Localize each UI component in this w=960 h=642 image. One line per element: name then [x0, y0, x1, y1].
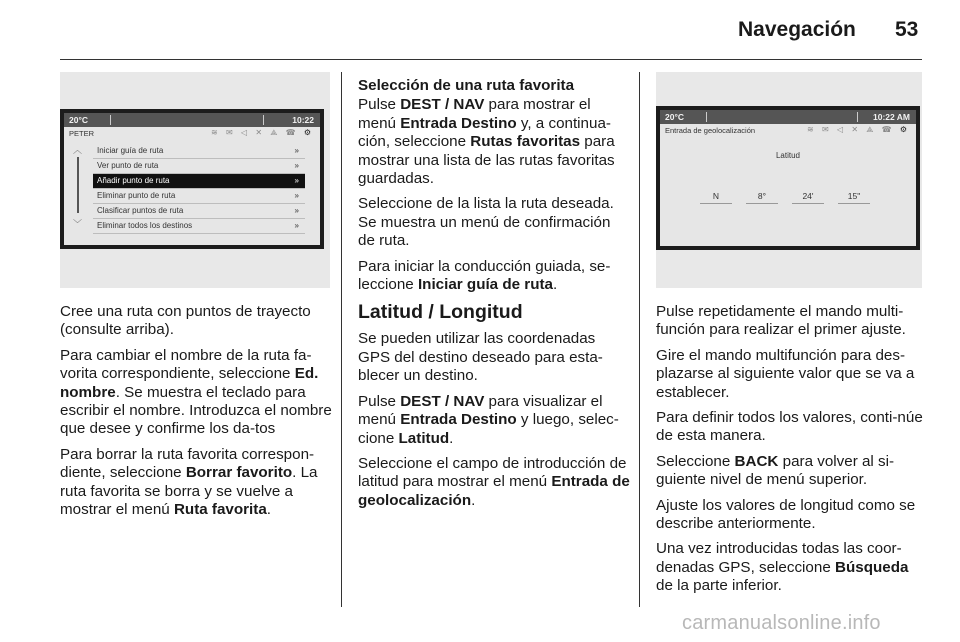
mute-icon: ✕: [851, 125, 862, 134]
watermark: carmanualsonline.info: [682, 612, 881, 634]
screen-title: PETER: [69, 129, 95, 138]
signal-icon: ≋: [211, 128, 221, 137]
column-3: [656, 303, 928, 603]
envelope-icon: ✉: [225, 128, 236, 137]
column-1: [60, 303, 332, 526]
menu-item-label: Eliminar punto de ruta: [97, 191, 176, 200]
network-icon: ⟁: [270, 128, 281, 137]
menu-item-label: Eliminar todos los destinos: [97, 221, 193, 230]
page-header: [0, 0, 960, 62]
latitude-field[interactable]: 15": [838, 191, 870, 204]
column-divider-1: [341, 72, 342, 607]
paragraph: Gire el mando multifunción para des-plazarse al siguiente valor que se va a establecer.: [656, 346, 915, 401]
envelope-icon: ✉: [821, 125, 832, 134]
paragraph: Seleccione de la lista la ruta deseada. Se muestra un menú de confirmación de ruta.: [358, 195, 614, 250]
display-screen: [656, 106, 920, 250]
paragraph: Cree una ruta con puntos de trayecto (consulte arriba).: [60, 303, 311, 339]
menu-item[interactable]: [93, 159, 305, 174]
latitude-field[interactable]: N: [700, 191, 732, 204]
menu-item[interactable]: [93, 144, 305, 159]
menu-item[interactable]: [93, 174, 305, 189]
status-icons: [211, 128, 314, 138]
screen-title: Entrada de geolocalización: [665, 126, 756, 135]
status-bar: [64, 113, 320, 127]
status-icons: [807, 125, 910, 135]
figure-route-menu: [60, 72, 330, 288]
route-menu-list: [93, 144, 305, 234]
paragraph: Pulse repetidamente el mando multi-función para realizar el primer ajuste.: [656, 303, 906, 339]
menu-item[interactable]: [93, 204, 305, 219]
menu-item[interactable]: [93, 189, 305, 204]
header-divider: [60, 59, 922, 60]
paragraph: Pulse DEST / NAV para visualizar el menú Entrada Destino y luego, selec-cione Latitud.: [358, 392, 619, 447]
phone-icon: ☎: [285, 128, 299, 137]
page-title: Navegación: [738, 18, 856, 41]
menu-item-label: Clasificar puntos de ruta: [97, 206, 184, 215]
settings-icon: ⚙: [303, 128, 314, 137]
section-heading: Latitud / Longitud: [358, 301, 523, 324]
screen-title-bar: [64, 127, 320, 140]
paragraph: Pulse DEST / NAV para mostrar el menú Entrada Destino y, a continua-ción, seleccione Rutas favoritas para mostrar una lista de las rutas favoritas guardadas.: [358, 96, 615, 188]
temperature-readout: 20°C: [665, 112, 684, 122]
clock-readout: 10:22: [292, 115, 314, 125]
scrollbar[interactable]: [77, 157, 79, 213]
latitude-field[interactable]: 8°: [746, 191, 778, 204]
latitude-label: Latitud: [775, 151, 801, 160]
paragraph: Para cambiar el nombre de la ruta fa-vorita correspondiente, seleccione Ed. nombre. Se muestra el teclado para escribir el nombre. Introduzca el nombre que desee y confirme los da-tos: [60, 346, 332, 438]
mute-icon: ✕: [255, 128, 266, 137]
menu-item[interactable]: [93, 219, 305, 234]
clock-readout: 10:22 AM: [872, 112, 910, 122]
chevron-right-icon: »: [294, 221, 299, 230]
latitude-field[interactable]: 24': [792, 191, 824, 204]
network-icon: ⟁: [866, 125, 877, 134]
paragraph: Para definir todos los valores, conti-núe de esta manera.: [656, 409, 923, 445]
chevron-right-icon: »: [294, 161, 299, 170]
display-screen: [60, 109, 324, 249]
paragraph: Seleccione el campo de introducción de latitud para mostrar el menú Entrada de geolocalización.: [358, 454, 630, 509]
paragraph: Se pueden utilizar las coordenadas GPS del destino deseado para esta-blecer un destino.: [358, 330, 603, 385]
settings-icon: ⚙: [899, 125, 910, 134]
menu-item-label: Ver punto de ruta: [97, 161, 159, 170]
temperature-readout: 20°C: [69, 115, 88, 125]
chevron-right-icon: »: [294, 191, 299, 200]
page-number: 53: [895, 18, 919, 41]
chevron-right-icon: »: [294, 146, 299, 155]
column-divider-2: [639, 72, 640, 607]
chevron-right-icon: »: [294, 176, 299, 185]
paragraph: Una vez introducidas todas las coor-denadas GPS, seleccione Búsqueda de la parte inferior.: [656, 540, 909, 595]
scroll-down-icon[interactable]: ﹀: [73, 219, 83, 229]
scroll-up-icon[interactable]: ︿: [73, 145, 83, 155]
paragraph: Para borrar la ruta favorita correspon-diente, seleccione Borrar favorito. La ruta favorita se borra y se vuelve a mostrar el menú Ruta favorita.: [60, 445, 318, 519]
column-2: [358, 77, 630, 517]
paragraph: Ajuste los valores de longitud como se describe anteriormente.: [656, 496, 916, 533]
screen-title-bar: [660, 124, 916, 137]
status-bar: [660, 110, 916, 124]
volume-icon: ◁: [836, 125, 847, 134]
menu-item-label: Añadir punto de ruta: [97, 176, 170, 185]
signal-icon: ≋: [807, 125, 817, 134]
paragraph: Para iniciar la conducción guiada, se-leccione Iniciar guía de ruta.: [358, 257, 611, 294]
figure-geolocation-entry: [656, 72, 922, 288]
chevron-right-icon: »: [294, 206, 299, 215]
phone-icon: ☎: [881, 125, 895, 134]
menu-item-label: Iniciar guía de ruta: [97, 146, 164, 155]
paragraph: Seleccione BACK para volver al si-guiente nivel de menú superior.: [656, 452, 895, 489]
subsection-heading: Selección de una ruta favorita: [358, 77, 575, 94]
volume-icon: ◁: [240, 128, 251, 137]
